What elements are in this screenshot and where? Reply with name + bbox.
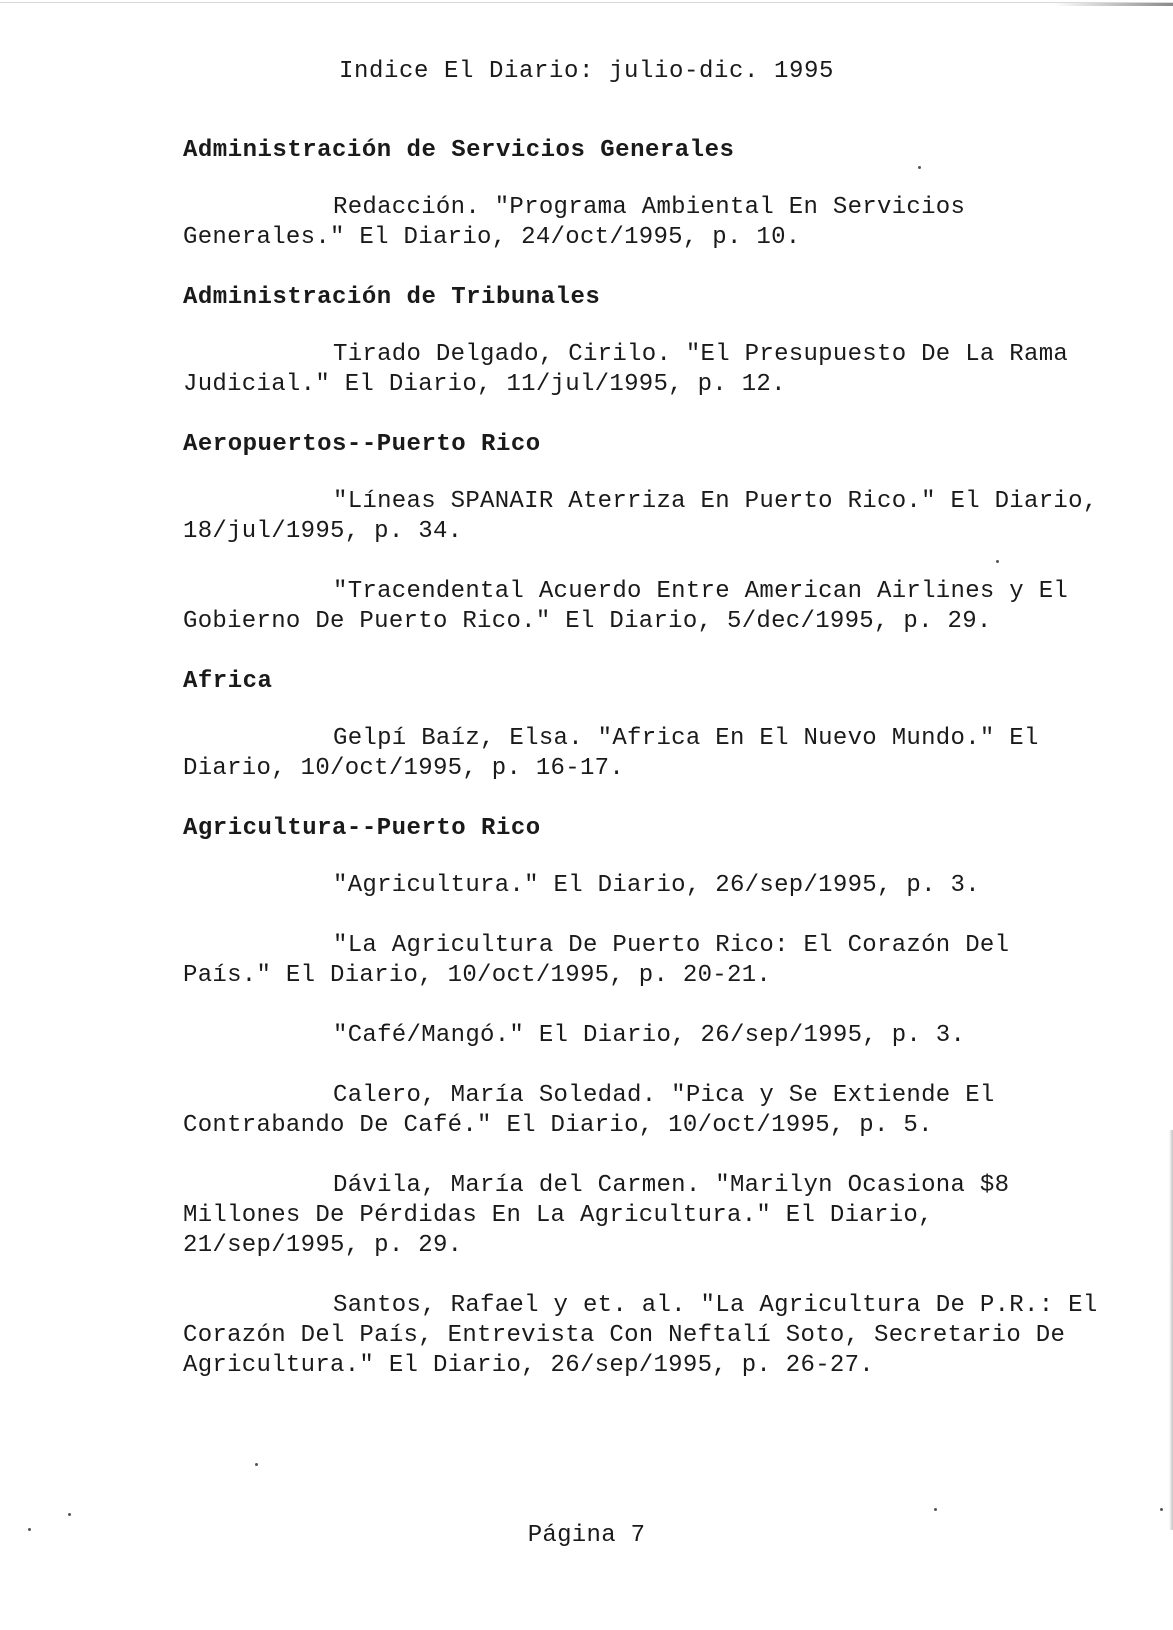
index-entry: Gelpí Baíz, Elsa. "Africa En El Nuevo Mundo." El Diario, 10/oct/1995, p. 16-17.: [183, 725, 1039, 782]
index-section: [183, 430, 1103, 637]
index-entry: "Tracendental Acuerdo Entre American Airlines y El Gobierno De Puerto Rico." El Diario, 5/dec/1995, p. 29.: [183, 578, 1069, 635]
section-heading: Administración de Servicios Generales: [183, 137, 735, 164]
scan-speck: [1160, 1508, 1163, 1511]
scan-top-smudge: [1053, 3, 1173, 6]
index-entry: "Líneas SPANAIR Aterriza En Puerto Rico." El Diario, 18/jul/1995, p. 34.: [183, 488, 1098, 545]
index-entry: Redacción. "Programa Ambiental En Servicios Generales." El Diario, 24/oct/1995, p. 10.: [183, 194, 966, 251]
scan-right-edge-shadow: [1169, 1130, 1173, 1530]
index-entry: "La Agricultura De Puerto Rico: El Corazón Del País." El Diario, 10/oct/1995, p. 20-21.: [183, 932, 1010, 989]
section-heading: Aeropuertos--Puerto Rico: [183, 431, 541, 458]
index-section: [183, 814, 1103, 1381]
section-heading: Administración de Tribunales: [183, 284, 601, 311]
section-heading: Africa: [183, 668, 273, 695]
index-section: [183, 136, 1103, 253]
scan-speck: [996, 560, 999, 563]
page-header-title: Indice El Diario: julio-dic. 1995: [338, 58, 835, 85]
index-entry: Santos, Rafael y et. al. "La Agricultura De P.R.: El Corazón Del País, Entrevista Con Neftalí Soto, Secretario De Agricultura." El Diario, 26/sep/1995, p. 26-27.: [183, 1292, 1098, 1379]
index-entry: Calero, María Soledad. "Pica y Se Extiende El Contrabando De Café." El Diario, 10/oct/1995, p. 5.: [183, 1082, 995, 1139]
page-number: Página 7: [527, 1522, 646, 1549]
index-entry: "Agricultura." El Diario, 26/sep/1995, p. 3.: [333, 872, 980, 899]
scan-speck: [918, 166, 921, 169]
scan-top-rule: [0, 2, 1173, 3]
index-entry: Tirado Delgado, Cirilo. "El Presupuesto De La Rama Judicial." El Diario, 11/jul/1995, p. 12.: [183, 341, 1069, 398]
section-heading: Agricultura--Puerto Rico: [183, 815, 541, 842]
index-entry: "Café/Mangó." El Diario, 26/sep/1995, p. 3.: [333, 1022, 966, 1049]
scan-speck: [934, 1508, 937, 1511]
index-section: [183, 667, 1103, 784]
scan-speck: [28, 1528, 31, 1531]
index-entry: Dávila, María del Carmen. "Marilyn Ocasiona $8 Millones De Pérdidas En La Agricultura." El Diario, 21/sep/1995, p. 29.: [183, 1172, 1010, 1259]
scan-speck: [255, 1463, 258, 1466]
index-section: [183, 283, 1103, 400]
scan-speck: [68, 1513, 71, 1516]
index-content: [183, 136, 1103, 1411]
